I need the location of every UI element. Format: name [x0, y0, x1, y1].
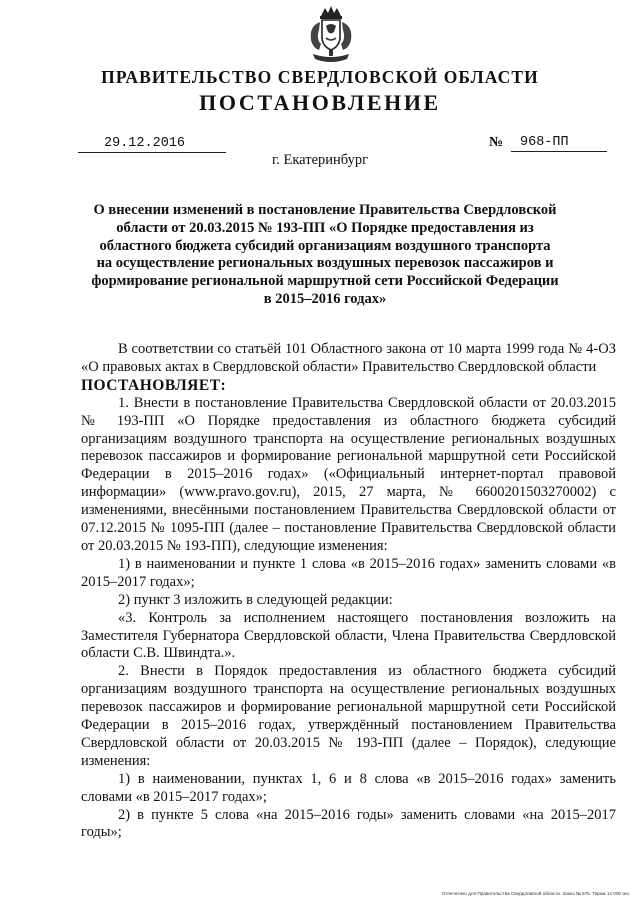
document-body [81, 341, 616, 842]
number-value: 968-ПП [511, 135, 607, 152]
coat-of-arms-icon [299, 4, 363, 68]
paragraph-1-item-2: 2) пункт 3 изложить в следующей редакции: [118, 591, 393, 608]
paragraph-1: 1. Внести в постановление Правительства Свердловской области от 20.03.2015 № 193-ПП «О Порядке предоставления из областного бюджета субсидий организациям воздушного транспорта на осуществление региональных воздушных перевозок пассажиров и формирование региональной маршрутной сети Российской Федерации в 2015–2016 годах» («Официальный интернет-портал правовой информации» (www.pravo.gov.ru), 2015, 27 марта, № 6600201503270002) с изменениями, внесёнными постановлением Правительства Свердловской области от 07.12.2015 № 1095-ПП (далее – постановление Правительства Свердловской области от 20.03.2015 № 193-ПП), следующие изменения: [81, 394, 616, 554]
resolves-heading: ПОСТАНОВЛЯЕТ: [81, 376, 227, 394]
paragraph-2-item-1: 1) в наименовании, пунктах 1, 6 и 8 слова «в 2015–2016 годах» заменить словами «в 2015–2017 годах»; [81, 770, 616, 805]
number-sign: № [489, 135, 504, 150]
preamble: В соответствии со статьёй 101 Областного закона от 10 марта 1999 года № 4-ОЗ «О правовых актах в Свердловской области» Правительство Свердловской области [81, 341, 616, 375]
print-footer: Отпечатано для Правительства Свердловской области. Заказ № 575. Тираж 14 000 экз. [441, 891, 630, 896]
document-subject: О внесении изменений в постановление Правительства Свердловской области от 20.03.2015 № 193-ПП «О Порядке предоставления из областного бюджета субсидий организациям воздушного транспорта на осуществление региональных воздушных перевозок пассажиров и формирование региональной маршрутной сети Российской Федерации в 2015–2016 годах» [91, 202, 559, 307]
paragraph-1-item-3: «3. Контроль за исполнением настоящего постановления возложить на Заместителя Губернатора Свердловской области, Члена Правительства Свердловской области С.В. Швиндта.». [81, 609, 616, 662]
city: г. Екатеринбург [271, 152, 369, 168]
government-title: ПРАВИТЕЛЬСТВО СВЕРДЛОВСКОЙ ОБЛАСТИ [101, 67, 539, 87]
document-type: ПОСТАНОВЛЕНИЕ [199, 90, 441, 115]
paragraph-2-item-2: 2) в пункте 5 слова «на 2015–2016 годы» заменить словами «на 2015–2017 годы»; [81, 806, 616, 841]
document-date: 29.12.2016 [78, 136, 226, 153]
paragraph-1-item-1: 1) в наименовании и пункте 1 слова «в 2015–2016 годах» заменить словами «в 2015–2017 годах»; [81, 555, 616, 590]
document-number [489, 134, 607, 152]
paragraph-2: 2. Внести в Порядок предоставления из областного бюджета субсидий организациям воздушного транспорта на осуществление региональных воздушных перевозок пассажиров и формирование региональной маршрутной сети Российской Федерации в 2015–2016 годах, утверждённый постановлением Правительства Свердловской области от 20.03.2015 № 193-ПП (далее – Порядок), следующие изменения: [81, 663, 616, 769]
